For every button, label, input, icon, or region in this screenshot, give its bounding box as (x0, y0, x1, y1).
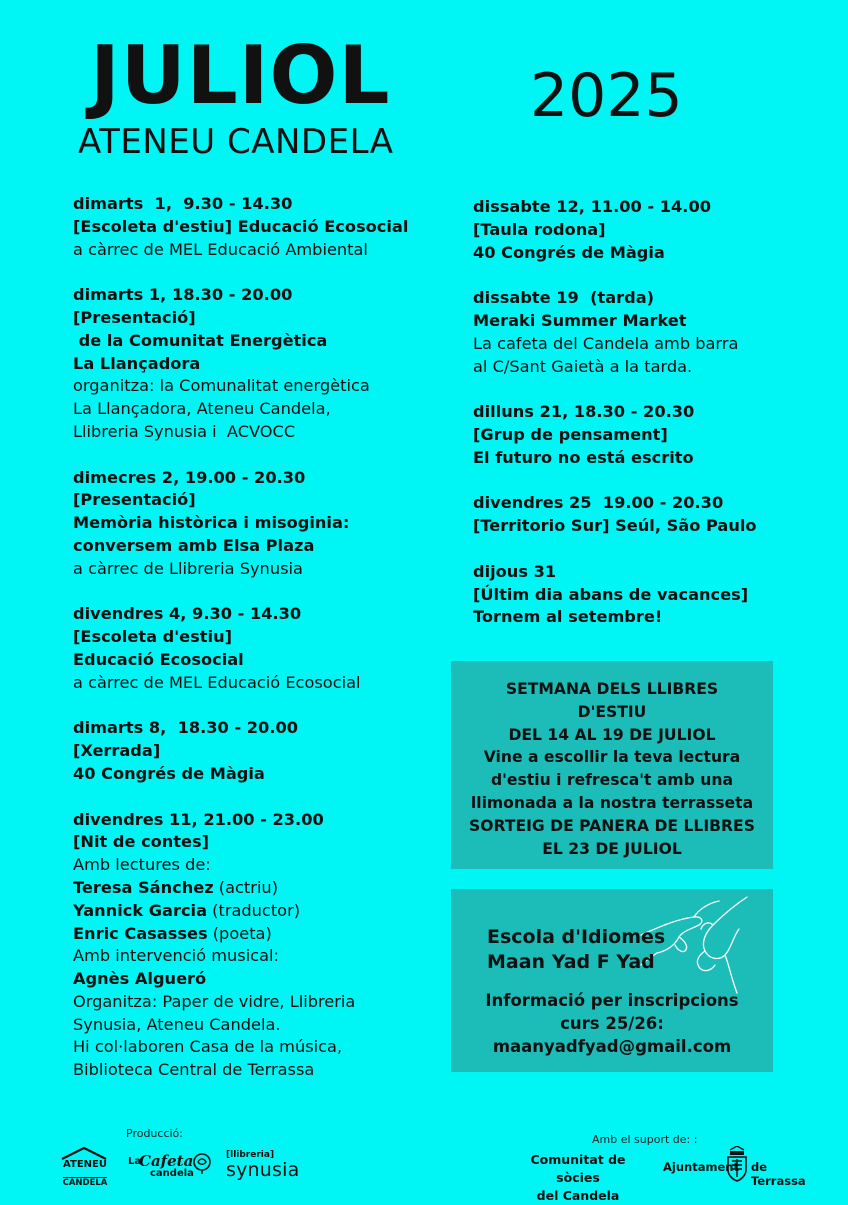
event-line-text: dimarts 8, 18.30 - 20.00 (73, 718, 298, 738)
school-name-line2: Maan Yad F Yad (487, 951, 655, 973)
comunitat-socies-logo (510, 1151, 646, 1205)
event-line (73, 216, 433, 239)
books-week-box (451, 661, 773, 869)
cafeta-logo-sub: candela (150, 1168, 194, 1179)
event-line (73, 1059, 433, 1082)
cafeta-logo-la: La (128, 1156, 142, 1167)
event-line-text: [Escoleta d'estiu] (73, 627, 232, 647)
event-item (473, 401, 773, 469)
event-line (73, 809, 433, 832)
event-line-text: dimecres 2, 19.00 - 20.30 (73, 467, 306, 487)
event-line-text: Memòria històrica i misoginia: (73, 513, 350, 533)
event-line-text: Educació Ecosocial (73, 649, 244, 669)
event-line-text: conversem amb Elsa Plaza (73, 535, 315, 555)
comunitat-line2: del Candela (536, 1188, 620, 1203)
coat-of-arms-icon (726, 1146, 748, 1182)
year: 2025 (530, 61, 683, 131)
school-name-line1: Escola d'Idiomes (487, 926, 666, 948)
event-line-role: (poeta) (207, 923, 272, 943)
event-item (473, 287, 773, 378)
event-line-text: [Últim dia abans de vacances] (473, 584, 749, 604)
event-line (73, 284, 433, 307)
event-line-text: a càrrec de MEL Educació Ecosocial (73, 672, 361, 692)
event-line-text: organitza: la Comunalitat energètica (73, 376, 370, 396)
event-line (73, 945, 433, 968)
event-line-text: dijous 31 (473, 561, 557, 581)
ateneu-candela-logo (60, 1146, 110, 1189)
event-line-text: [Xerrada] (73, 741, 161, 761)
event-line-text: [Taula rodona] (473, 219, 606, 239)
event-line-text: Amb intervenció musical: (73, 946, 279, 966)
event-line (73, 558, 433, 581)
info-line1: Informació per inscripcions (485, 991, 739, 1010)
event-item (73, 603, 433, 694)
event-line (73, 672, 433, 695)
suport-label: Amb el suport de: : (592, 1133, 698, 1146)
books-box-line: SORTEIG DE PANERA DE LLIBRES (469, 816, 755, 835)
event-line (473, 561, 773, 584)
event-line (473, 196, 773, 219)
books-box-line: llimonada a la nostra terrasseta (470, 793, 754, 812)
event-line-text: Meraki Summer Market (473, 310, 687, 330)
event-line (473, 242, 773, 265)
event-line (473, 492, 773, 515)
event-line (73, 375, 433, 398)
event-line (73, 535, 433, 558)
event-line-text: La cafeta del Candela amb barra (473, 333, 739, 353)
event-line (473, 356, 773, 379)
event-line (473, 219, 773, 242)
synusia-logo-top: [llibreria] (226, 1150, 275, 1160)
event-line-text: a càrrec de Llibreria Synusia (73, 558, 303, 578)
ateneu-logo-line1: ATENEU (63, 1159, 107, 1170)
event-line-text: [Escoleta d'estiu] Educació Ecosocial (73, 216, 409, 236)
event-line (73, 421, 433, 444)
contact-email[interactable]: maanyadfyad@gmail.com (492, 1037, 732, 1056)
books-box-line: EL 23 DE JULIOL (542, 839, 682, 858)
event-line (473, 606, 773, 629)
left-events-column (73, 193, 433, 1105)
page-title: JULIOL (90, 29, 391, 122)
event-item (473, 492, 773, 538)
event-line-text: [Presentació] (73, 307, 196, 327)
event-line-text: Synusia, Ateneu Candela. (73, 1014, 281, 1034)
event-line-text: Llibreria Synusia i ACVOCC (73, 421, 296, 441)
event-item (73, 809, 433, 1083)
event-line-text: dilluns 21, 18.30 - 20.30 (473, 402, 695, 422)
event-line (73, 467, 433, 490)
event-line (73, 1036, 433, 1059)
event-line (73, 923, 433, 946)
synusia-logo (226, 1150, 299, 1180)
event-line-text: Amb lectures de: (73, 855, 211, 875)
event-line (73, 717, 433, 740)
event-line-role: (traductor) (207, 900, 301, 920)
event-line (473, 515, 773, 538)
event-item (73, 717, 433, 785)
event-line-text: dissabte 12, 11.00 - 14.00 (473, 197, 711, 216)
event-item (473, 561, 773, 629)
event-line (73, 353, 433, 376)
rose-icon (192, 1152, 212, 1174)
event-line (473, 584, 773, 607)
comunitat-line1: Comunitat de sòcies (530, 1152, 626, 1185)
right-events-column (473, 196, 773, 652)
event-line (73, 831, 433, 854)
event-line-text: Hi col·laboren Casa de la música, (73, 1037, 343, 1057)
event-line (73, 1014, 433, 1037)
event-line (473, 287, 773, 310)
produccio-label: Producció: (126, 1127, 183, 1140)
event-line (73, 603, 433, 626)
language-school-box (451, 889, 773, 1072)
event-line-text: dimarts 1, 18.30 - 20.00 (73, 285, 293, 305)
event-line (73, 307, 433, 330)
cafeta-logo-main: Cafeta (139, 1152, 194, 1170)
event-item (73, 193, 433, 261)
event-line-text: Yannick Garcia (73, 900, 208, 920)
ajuntament-left: Ajuntament (663, 1160, 739, 1174)
event-line (73, 968, 433, 991)
event-line (473, 447, 773, 470)
event-line (73, 740, 433, 763)
synusia-logo-main: synusia (226, 1159, 300, 1181)
event-line-text: [Grup de pensament] (473, 424, 668, 444)
event-line (73, 854, 433, 877)
event-line-text: a càrrec de MEL Educació Ambiental (73, 239, 368, 259)
event-item (473, 196, 773, 264)
ajuntament-terrassa-logo (663, 1146, 813, 1186)
event-line-text: dimarts 1, 9.30 - 14.30 (73, 194, 293, 213)
event-line (73, 991, 433, 1014)
books-box-line: D'ESTIU (577, 702, 647, 721)
page-subtitle: ATENEU CANDELA (78, 122, 394, 162)
event-line (73, 193, 433, 216)
event-line-text: de la Comunitat Energètica (73, 330, 328, 350)
event-line (73, 489, 433, 512)
ajuntament-right: de Terrassa (751, 1160, 806, 1188)
event-line (73, 330, 433, 353)
event-line (73, 398, 433, 421)
books-box-line: d'estiu i refresca't amb una (490, 771, 733, 790)
event-line-text: Biblioteca Central de Terrassa (73, 1060, 315, 1080)
event-line-text: [Territorio Sur] Seúl, São Paulo (473, 516, 757, 536)
event-line (473, 424, 773, 447)
cafeta-candela-logo (128, 1152, 214, 1184)
event-line-text: El futuro no está escrito (473, 447, 694, 467)
event-line-text: La Llançadora, Ateneu Candela, (73, 399, 331, 419)
event-line-text: 40 Congrés de Màgia (473, 242, 665, 262)
event-line (73, 900, 433, 923)
event-item (73, 467, 433, 581)
event-line-text: Organitza: Paper de vidre, Llibreria (73, 991, 356, 1011)
event-line-role: (actriu) (213, 877, 279, 897)
event-line-text: Teresa Sánchez (73, 877, 214, 897)
event-line-text: dissabte 19 (tarda) (473, 288, 655, 308)
event-line-text: divendres 11, 21.00 - 23.00 (73, 809, 324, 829)
event-line-text: [Nit de contes] (73, 832, 210, 852)
event-line-text: 40 Congrés de Màgia (73, 763, 265, 783)
event-line (73, 649, 433, 672)
books-box-line: Vine a escollir la teva lectura (483, 748, 741, 767)
house-roof-icon (60, 1146, 108, 1160)
event-line (473, 401, 773, 424)
event-line-text: divendres 25 19.00 - 20.30 (473, 493, 724, 513)
event-line (73, 877, 433, 900)
books-box-line: DEL 14 AL 19 DE JULIOL (508, 725, 716, 744)
ateneu-logo-line2: CANDELA (62, 1178, 108, 1188)
event-line (473, 310, 773, 333)
event-line-text: divendres 4, 9.30 - 14.30 (73, 604, 302, 624)
event-line (73, 239, 433, 262)
event-line (473, 333, 773, 356)
info-line2: curs 25/26: (560, 1014, 664, 1033)
books-box-line: SETMANA DELS LLIBRES (505, 680, 719, 698)
event-line (73, 512, 433, 535)
event-line-text: al C/Sant Gaietà a la tarda. (473, 356, 693, 376)
event-item (73, 284, 433, 444)
event-line (73, 626, 433, 649)
event-line-text: Tornem al setembre! (473, 607, 663, 627)
event-line-text: La Llançadora (73, 353, 201, 373)
event-line-text: Agnès Algueró (73, 969, 207, 989)
event-line-text: Enric Casasses (73, 923, 208, 943)
event-line (73, 763, 433, 786)
event-line-text: [Presentació] (73, 490, 196, 510)
